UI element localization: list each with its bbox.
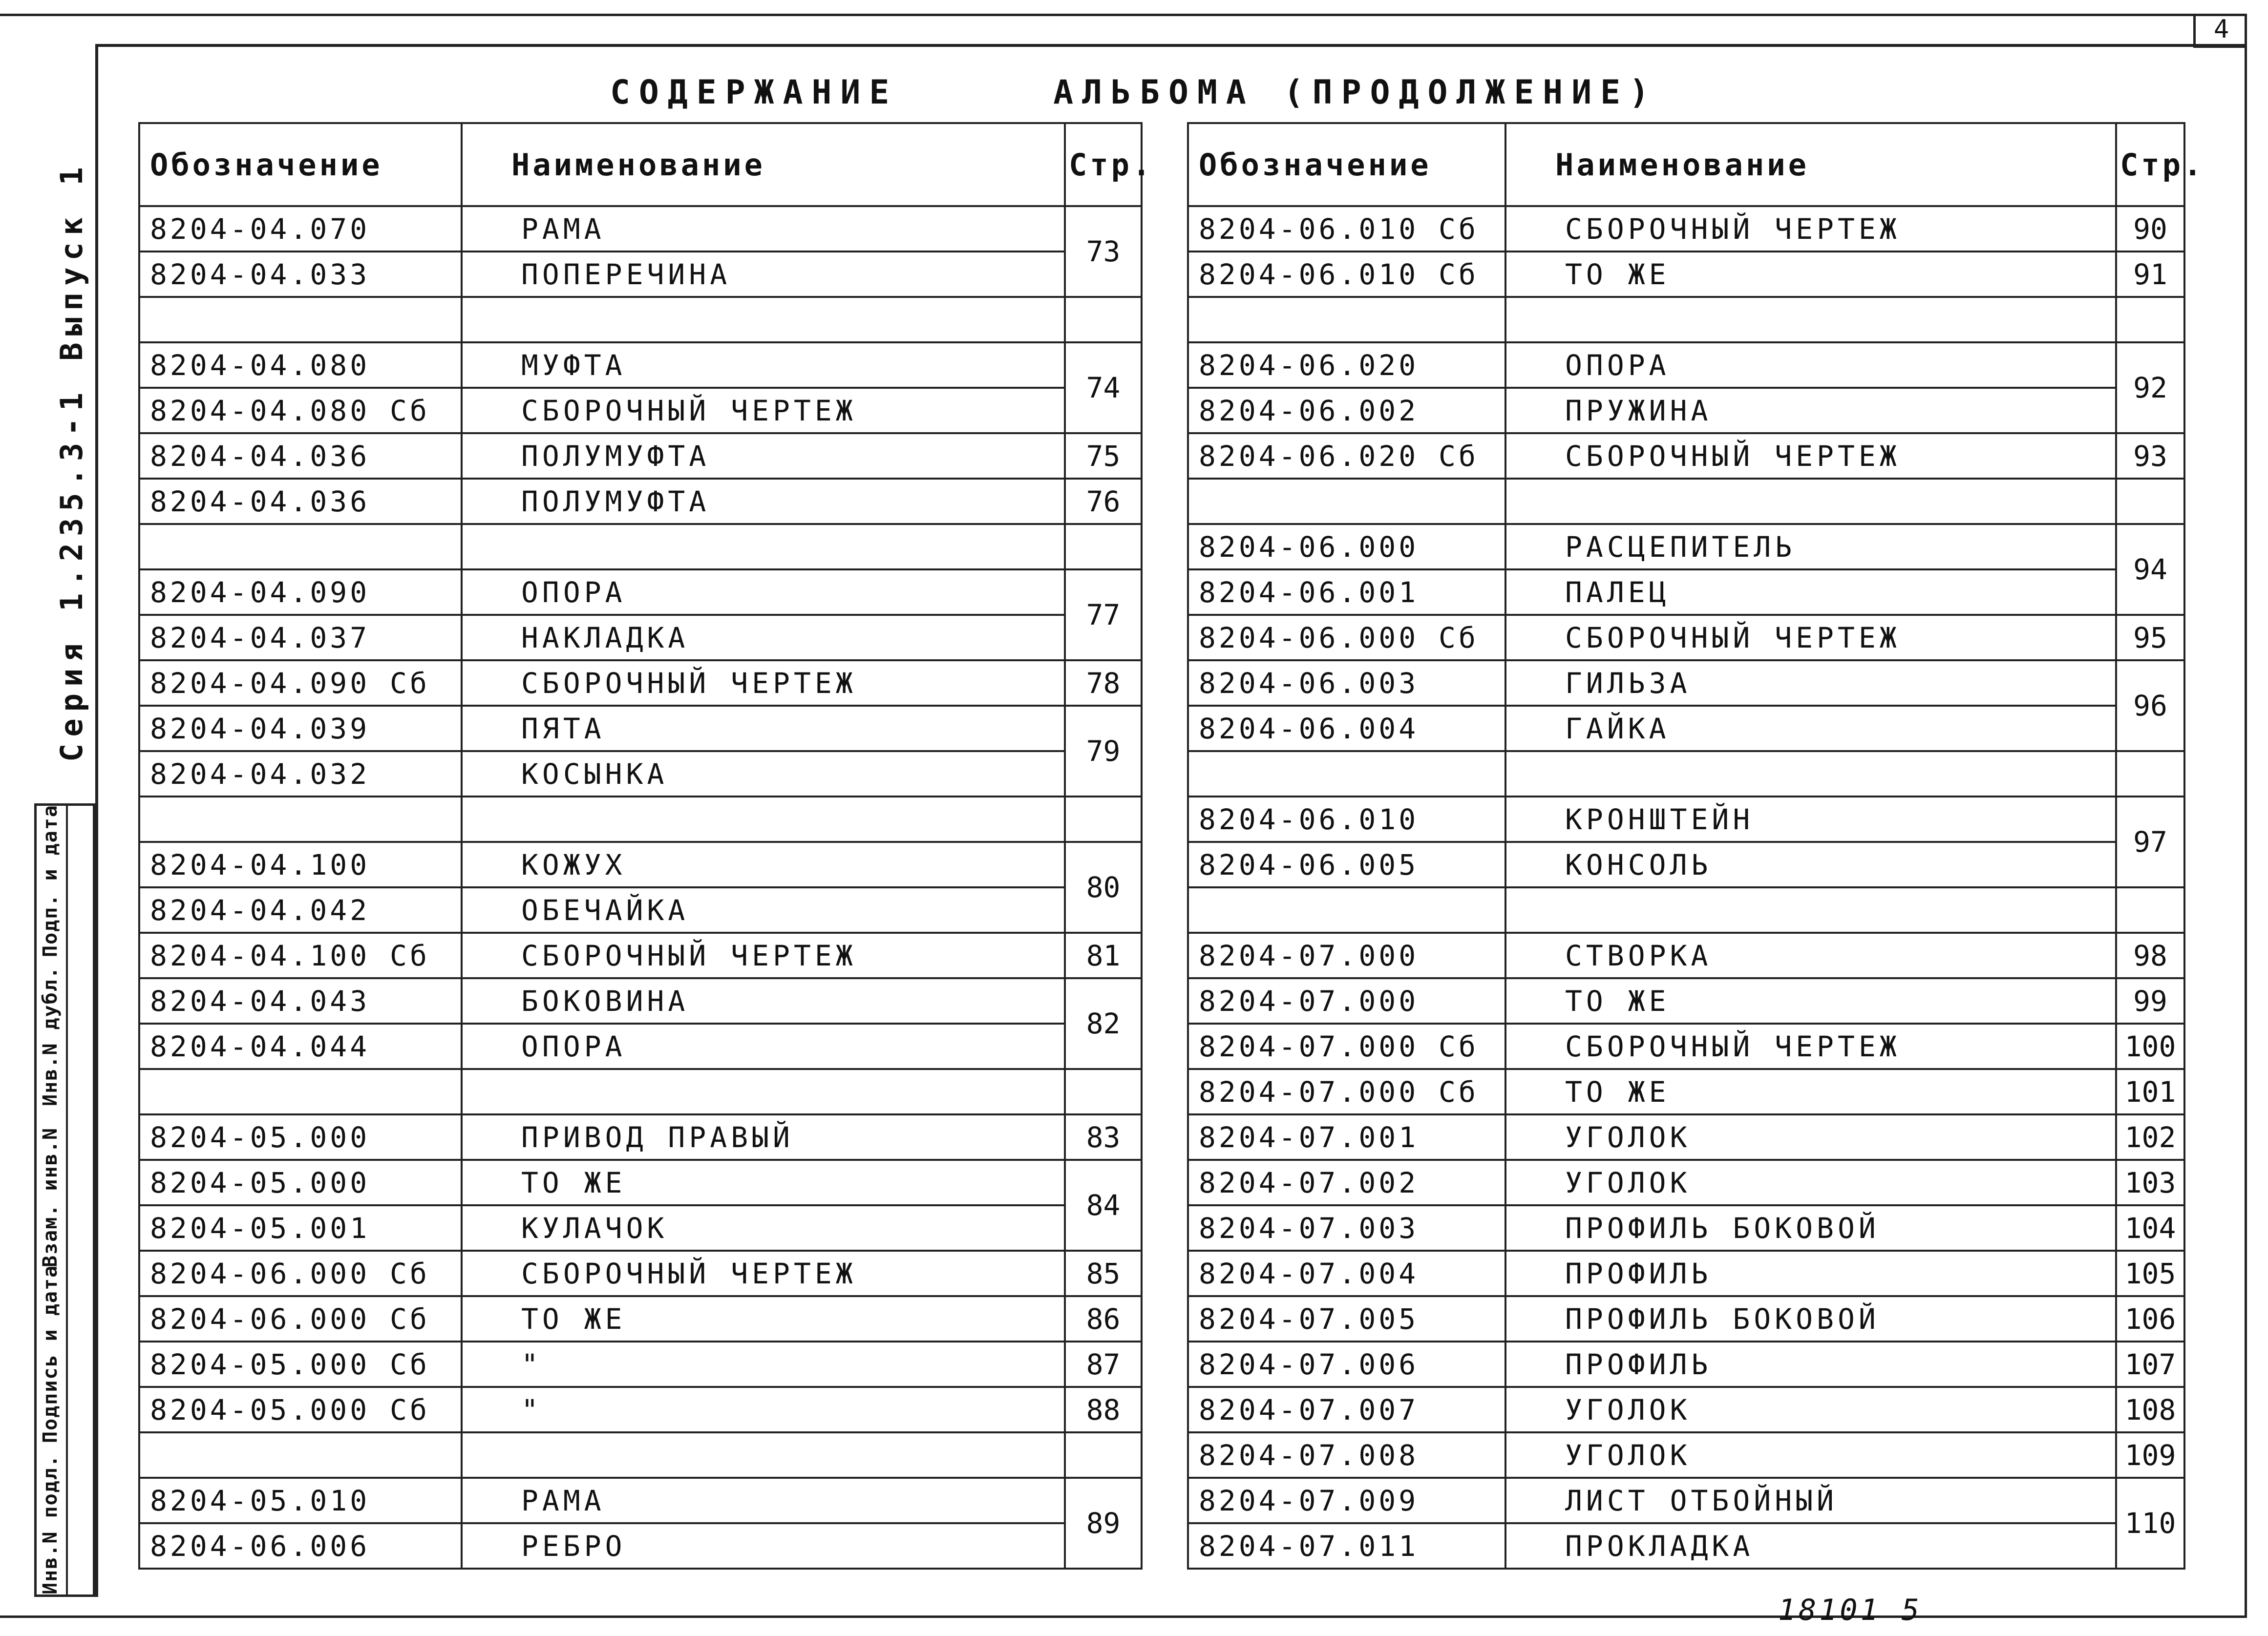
table-row	[139, 297, 1142, 342]
designation-cell: 8204-07.000	[1188, 933, 1505, 978]
table-row	[139, 978, 1142, 1024]
designation-cell: 8204-07.005	[1188, 1296, 1505, 1342]
table-row	[1188, 1432, 2184, 1478]
header-page: Стр.	[1065, 123, 1142, 206]
title-part-3: (ПРОДОЛЖЕНИЕ)	[1283, 73, 1658, 112]
page-cell: 82	[1065, 978, 1142, 1069]
name-cell: СБОРОЧНЫЙ ЧЕРТЕЖ	[462, 1251, 1065, 1296]
name-cell: УГОЛОК	[1505, 1387, 2116, 1432]
designation-cell: 8204-05.010	[139, 1478, 462, 1523]
page-cell: 74	[1065, 342, 1142, 433]
designation-cell: 8204-04.039	[139, 706, 462, 751]
page-cell: 107	[2116, 1342, 2184, 1387]
designation-cell	[139, 797, 462, 842]
name-cell: "	[462, 1387, 1065, 1432]
page-cell	[1065, 524, 1142, 569]
designation-cell: 8204-07.000 Сб	[1188, 1024, 1505, 1069]
page-number: 4	[2193, 14, 2247, 48]
designation-cell: 8204-06.010 Сб	[1188, 252, 1505, 297]
designation-cell: 8204-07.004	[1188, 1251, 1505, 1296]
designation-cell: 8204-05.000 Сб	[139, 1342, 462, 1387]
page-cell: 83	[1065, 1114, 1142, 1160]
designation-cell: 8204-06.010 Сб	[1188, 206, 1505, 252]
drawing-stamp: 18101 5	[1778, 1593, 1922, 1627]
designation-cell: 8204-07.006	[1188, 1342, 1505, 1387]
designation-cell: 8204-06.000 Сб	[139, 1296, 462, 1342]
name-cell: РАМА	[462, 1478, 1065, 1523]
name-cell: КРОНШТЕЙН	[1505, 797, 2116, 842]
approval-label: Подпись и дата	[39, 1264, 62, 1443]
table-row	[139, 706, 1142, 751]
name-cell: ПРУЖИНА	[1505, 388, 2116, 433]
name-cell	[1505, 751, 2116, 797]
name-cell: ТО ЖЕ	[1505, 978, 2116, 1024]
designation-cell: 8204-04.080 Сб	[139, 388, 462, 433]
table-row	[139, 842, 1142, 887]
page-cell: 104	[2116, 1205, 2184, 1251]
name-cell: "	[462, 1342, 1065, 1387]
designation-cell: 8204-04.032	[139, 751, 462, 797]
page-cell	[2116, 887, 2184, 933]
page-cell: 100	[2116, 1024, 2184, 1069]
page-cell	[2116, 297, 2184, 342]
page-cell: 93	[2116, 433, 2184, 479]
table-row	[1188, 433, 2184, 479]
designation-cell: 8204-07.001	[1188, 1114, 1505, 1160]
name-cell	[1505, 297, 2116, 342]
table-row	[1188, 978, 2184, 1024]
designation-cell: 8204-05.000	[139, 1160, 462, 1205]
header-name: Наименование	[462, 123, 1065, 206]
page-cell: 109	[2116, 1432, 2184, 1478]
page-cell: 90	[2116, 206, 2184, 252]
table-row	[1188, 1114, 2184, 1160]
designation-cell: 8204-07.000	[1188, 978, 1505, 1024]
name-cell: ПРОФИЛЬ БОКОВОЙ	[1505, 1205, 2116, 1251]
table-row	[1188, 1251, 2184, 1296]
page-cell: 77	[1065, 569, 1142, 660]
page-cell: 81	[1065, 933, 1142, 978]
name-cell: ГИЛЬЗА	[1505, 660, 2116, 706]
table-row	[1188, 660, 2184, 706]
name-cell: ПРОФИЛЬ	[1505, 1342, 2116, 1387]
name-cell	[462, 1432, 1065, 1478]
designation-cell: 8204-04.037	[139, 615, 462, 660]
table-row	[1188, 887, 2184, 933]
table-row	[139, 388, 1142, 433]
approval-label: Подп. и дата	[39, 804, 62, 957]
name-cell	[462, 797, 1065, 842]
designation-cell	[1188, 479, 1505, 524]
name-cell	[462, 1069, 1065, 1114]
designation-cell	[139, 297, 462, 342]
designation-cell: 8204-05.001	[139, 1205, 462, 1251]
page-cell: 94	[2116, 524, 2184, 615]
designation-cell: 8204-06.000	[1188, 524, 1505, 569]
name-cell: СБОРОЧНЫЙ ЧЕРТЕЖ	[1505, 206, 2116, 252]
page-cell: 99	[2116, 978, 2184, 1024]
name-cell: ОПОРА	[462, 569, 1065, 615]
name-cell: ГАЙКА	[1505, 706, 2116, 751]
designation-cell: 8204-06.005	[1188, 842, 1505, 887]
table-row	[139, 1069, 1142, 1114]
table-row	[139, 887, 1142, 933]
page-cell: 88	[1065, 1387, 1142, 1432]
designation-cell: 8204-04.100	[139, 842, 462, 887]
table-row	[1188, 706, 2184, 751]
name-cell: УГОЛОК	[1505, 1160, 2116, 1205]
table-row	[1188, 797, 2184, 842]
name-cell: ПОПЕРЕЧИНА	[462, 252, 1065, 297]
name-cell: ТО ЖЕ	[462, 1296, 1065, 1342]
table-row	[1188, 1160, 2184, 1205]
page-cell: 85	[1065, 1251, 1142, 1296]
page-cell	[2116, 751, 2184, 797]
designation-cell: 8204-06.010	[1188, 797, 1505, 842]
table-row	[139, 479, 1142, 524]
name-cell: НАКЛАДКА	[462, 615, 1065, 660]
table-row	[139, 1523, 1142, 1569]
name-cell: МУФТА	[462, 342, 1065, 388]
name-cell: СБОРОЧНЫЙ ЧЕРТЕЖ	[1505, 615, 2116, 660]
name-cell: ПРИВОД ПРАВЫЙ	[462, 1114, 1065, 1160]
name-cell: РАМА	[462, 206, 1065, 252]
designation-cell	[1188, 887, 1505, 933]
designation-cell: 8204-07.000 Сб	[1188, 1069, 1505, 1114]
designation-cell: 8204-06.020	[1188, 342, 1505, 388]
name-cell: СТВОРКА	[1505, 933, 2116, 978]
page-cell: 91	[2116, 252, 2184, 297]
page-cell: 73	[1065, 206, 1142, 297]
designation-cell: 8204-04.036	[139, 479, 462, 524]
designation-cell: 8204-06.000 Сб	[1188, 615, 1505, 660]
name-cell: УГОЛОК	[1505, 1114, 2116, 1160]
table-row	[139, 1342, 1142, 1387]
page-cell: 84	[1065, 1160, 1142, 1251]
page-cell: 75	[1065, 433, 1142, 479]
table-row	[139, 433, 1142, 479]
designation-cell: 8204-06.003	[1188, 660, 1505, 706]
name-cell: СБОРОЧНЫЙ ЧЕРТЕЖ	[462, 388, 1065, 433]
table-row	[1188, 252, 2184, 297]
table-row	[1188, 1342, 2184, 1387]
table-row	[1188, 1069, 2184, 1114]
page-cell: 76	[1065, 479, 1142, 524]
header-page: Стр.	[2116, 123, 2184, 206]
designation-cell: 8204-07.002	[1188, 1160, 1505, 1205]
title-part-2: АЛЬБОМА	[1053, 73, 1255, 112]
name-cell: ПРОФИЛЬ	[1505, 1251, 2116, 1296]
table-row	[139, 206, 1142, 252]
designation-cell: 8204-04.036	[139, 433, 462, 479]
designation-cell	[1188, 751, 1505, 797]
designation-cell: 8204-07.009	[1188, 1478, 1505, 1523]
table-row	[139, 1478, 1142, 1523]
designation-cell: 8204-04.043	[139, 978, 462, 1024]
name-cell: ПОЛУМУФТА	[462, 433, 1065, 479]
approval-label: Взам. инв.N	[39, 1127, 62, 1267]
table-row	[139, 1432, 1142, 1478]
table-row	[139, 660, 1142, 706]
page-cell: 105	[2116, 1251, 2184, 1296]
name-cell: ТО ЖЕ	[1505, 1069, 2116, 1114]
name-cell: КОСЫНКА	[462, 751, 1065, 797]
designation-cell: 8204-07.008	[1188, 1432, 1505, 1478]
page-cell: 110	[2116, 1478, 2184, 1569]
table-row	[1188, 1205, 2184, 1251]
page-cell: 92	[2116, 342, 2184, 433]
page-cell	[1065, 797, 1142, 842]
name-cell: КОЖУХ	[462, 842, 1065, 887]
name-cell: ПРОФИЛЬ БОКОВОЙ	[1505, 1296, 2116, 1342]
name-cell: ОПОРА	[462, 1024, 1065, 1069]
table-row	[139, 615, 1142, 660]
page-cell: 101	[2116, 1069, 2184, 1114]
table-row	[1188, 1523, 2184, 1569]
name-cell: СБОРОЧНЫЙ ЧЕРТЕЖ	[462, 660, 1065, 706]
page-cell: 96	[2116, 660, 2184, 751]
designation-cell: 8204-06.000 Сб	[139, 1251, 462, 1296]
designation-cell: 8204-07.003	[1188, 1205, 1505, 1251]
name-cell: ПРОКЛАДКА	[1505, 1523, 2116, 1569]
name-cell: ТО ЖЕ	[1505, 252, 2116, 297]
table-row	[1188, 206, 2184, 252]
designation-cell: 8204-04.070	[139, 206, 462, 252]
designation-cell: 8204-06.020 Сб	[1188, 433, 1505, 479]
title-part-1: СОДЕРЖАНИЕ	[610, 73, 898, 112]
approval-label: Инв.N дубл.	[39, 966, 62, 1106]
page-cell: 106	[2116, 1296, 2184, 1342]
name-cell	[462, 524, 1065, 569]
name-cell	[1505, 887, 2116, 933]
designation-cell: 8204-04.100 Сб	[139, 933, 462, 978]
designation-cell: 8204-04.080	[139, 342, 462, 388]
name-cell: УГОЛОК	[1505, 1432, 2116, 1478]
page-cell	[1065, 1069, 1142, 1114]
name-cell: ОБЕЧАЙКА	[462, 887, 1065, 933]
name-cell: КУЛАЧОК	[462, 1205, 1065, 1251]
table-row	[139, 933, 1142, 978]
page-cell: 80	[1065, 842, 1142, 933]
name-cell: ПЯТА	[462, 706, 1065, 751]
table-row	[139, 1251, 1142, 1296]
table-row	[1188, 388, 2184, 433]
name-cell: КОНСОЛЬ	[1505, 842, 2116, 887]
page-cell	[1065, 297, 1142, 342]
page-cell: 87	[1065, 1342, 1142, 1387]
table-row	[139, 569, 1142, 615]
table-row	[139, 1114, 1142, 1160]
table-row	[1188, 615, 2184, 660]
table-row	[1188, 1024, 2184, 1069]
page-cell: 108	[2116, 1387, 2184, 1432]
table-row	[139, 1296, 1142, 1342]
contents-table-right	[1187, 122, 2205, 1570]
table-row	[1188, 342, 2184, 388]
name-cell: ПОЛУМУФТА	[462, 479, 1065, 524]
table-row	[1188, 1478, 2184, 1523]
header-designation: Обозначение	[139, 123, 462, 206]
table-row	[1188, 524, 2184, 569]
designation-cell	[139, 1432, 462, 1478]
name-cell: РАСЦЕПИТЕЛЬ	[1505, 524, 2116, 569]
table-row	[139, 797, 1142, 842]
page-cell: 95	[2116, 615, 2184, 660]
table-row	[1188, 933, 2184, 978]
name-cell	[1505, 479, 2116, 524]
name-cell: РЕБРО	[462, 1523, 1065, 1569]
page-cell: 97	[2116, 797, 2184, 887]
designation-cell: 8204-04.090 Сб	[139, 660, 462, 706]
designation-cell: 8204-05.000	[139, 1114, 462, 1160]
approval-label: Инв.N подл.	[39, 1454, 62, 1594]
designation-cell: 8204-04.044	[139, 1024, 462, 1069]
designation-cell: 8204-06.002	[1188, 388, 1505, 433]
table-row	[139, 1387, 1142, 1432]
table-row	[139, 342, 1142, 388]
page-title	[0, 73, 2268, 112]
table-row	[139, 524, 1142, 569]
table-row	[1188, 751, 2184, 797]
table-row	[1188, 842, 2184, 887]
page-cell: 78	[1065, 660, 1142, 706]
name-cell: ЛИСТ ОТБОЙНЫЙ	[1505, 1478, 2116, 1523]
header-name: Наименование	[1505, 123, 2116, 206]
designation-cell: 8204-04.090	[139, 569, 462, 615]
name-cell: СБОРОЧНЫЙ ЧЕРТЕЖ	[1505, 1024, 2116, 1069]
designation-cell: 8204-06.004	[1188, 706, 1505, 751]
designation-cell	[139, 1069, 462, 1114]
designation-cell: 8204-04.042	[139, 887, 462, 933]
designation-cell: 8204-04.033	[139, 252, 462, 297]
page-cell: 89	[1065, 1478, 1142, 1569]
page-cell	[2116, 479, 2184, 524]
page-cell: 102	[2116, 1114, 2184, 1160]
designation-cell	[139, 524, 462, 569]
name-cell: СБОРОЧНЫЙ ЧЕРТЕЖ	[462, 933, 1065, 978]
series-label: Серия 1.235.3-1 Выпуск 1	[54, 160, 89, 762]
table-row	[139, 1024, 1142, 1069]
page-cell	[1065, 1432, 1142, 1478]
table-row	[1188, 297, 2184, 342]
table-row	[1188, 569, 2184, 615]
header-designation: Обозначение	[1188, 123, 1505, 206]
table-row	[139, 1160, 1142, 1205]
name-cell: БОКОВИНА	[462, 978, 1065, 1024]
name-cell: ПАЛЕЦ	[1505, 569, 2116, 615]
designation-cell: 8204-05.000 Сб	[139, 1387, 462, 1432]
table-row	[1188, 1387, 2184, 1432]
page-cell: 79	[1065, 706, 1142, 797]
name-cell: СБОРОЧНЫЙ ЧЕРТЕЖ	[1505, 433, 2116, 479]
table-row	[139, 751, 1142, 797]
contents-table-left	[138, 122, 1154, 1570]
name-cell: ОПОРА	[1505, 342, 2116, 388]
designation-cell: 8204-07.011	[1188, 1523, 1505, 1569]
page-cell: 86	[1065, 1296, 1142, 1342]
designation-cell: 8204-06.001	[1188, 569, 1505, 615]
designation-cell: 8204-07.007	[1188, 1387, 1505, 1432]
table-row	[139, 252, 1142, 297]
designation-cell: 8204-06.006	[139, 1523, 462, 1569]
page-cell: 98	[2116, 933, 2184, 978]
table-row	[139, 1205, 1142, 1251]
name-cell: ТО ЖЕ	[462, 1160, 1065, 1205]
page-cell: 103	[2116, 1160, 2184, 1205]
designation-cell	[1188, 297, 1505, 342]
name-cell	[462, 297, 1065, 342]
table-row	[1188, 479, 2184, 524]
table-row	[1188, 1296, 2184, 1342]
